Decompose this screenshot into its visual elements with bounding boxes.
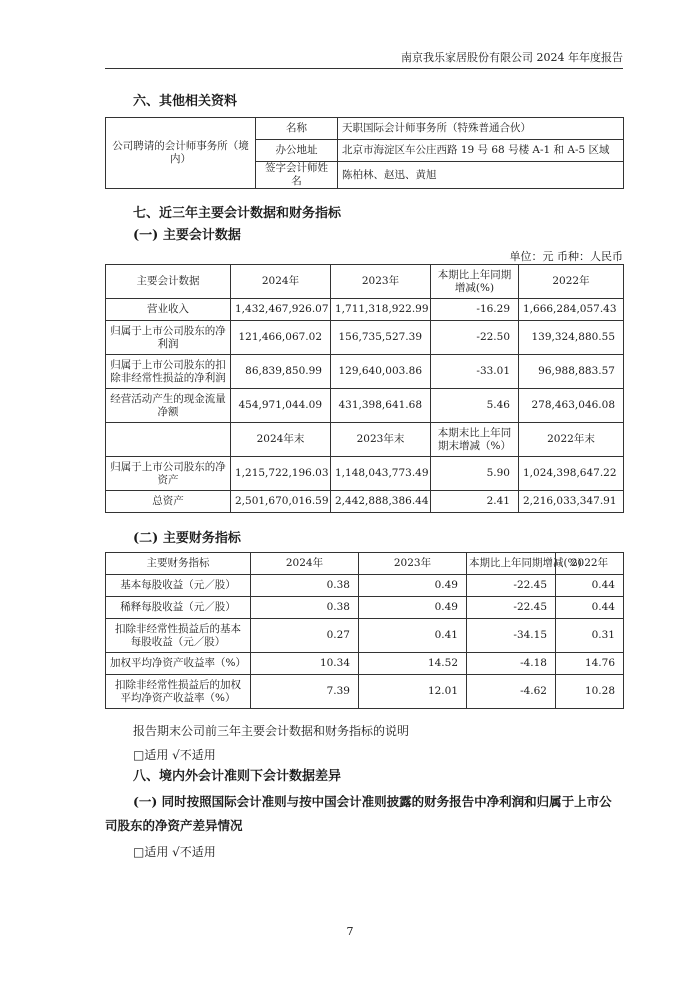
value-cell: 12.01 xyxy=(359,675,467,709)
value-cell: 5.90 xyxy=(431,457,519,491)
table-row xyxy=(106,321,624,355)
value-cell: 129,640,003.86 xyxy=(331,355,431,389)
value-cell: 7.39 xyxy=(251,675,359,709)
value-cell: 86,839,850.99 xyxy=(231,355,331,389)
value-cell: -4.18 xyxy=(467,653,556,675)
page-header: 南京我乐家居股份有限公司 2024 年年度报告 xyxy=(105,50,623,69)
value-cell: 2,216,033,347.91 xyxy=(519,491,624,513)
section-8-paragraph: (一) 同时按照国际会计准则与按中国会计准则披露的财务报告中净利润和归属于上市公司股东的净资产差异情况 xyxy=(105,794,612,833)
auditor-value: 陈柏林、赵迅、黄旭 xyxy=(338,162,624,189)
value-cell: 2,501,670,016.59 xyxy=(231,491,331,513)
value-cell: -22.45 xyxy=(467,575,556,597)
row-label: 营业收入 xyxy=(106,299,231,321)
value-cell: 14.76 xyxy=(556,653,624,675)
accounting-data-table xyxy=(105,264,624,513)
table-row xyxy=(106,491,624,513)
value-cell: 5.46 xyxy=(431,389,519,423)
header-cell: 2023年末 xyxy=(331,423,431,457)
header-cell xyxy=(106,423,231,457)
auditor-key: 办公地址 xyxy=(256,140,338,162)
value-cell: 1,215,722,196.03 xyxy=(231,457,331,491)
value-cell: 14.52 xyxy=(359,653,467,675)
row-label: 归属于上市公司股东的净利润 xyxy=(106,321,231,355)
page-number: 7 xyxy=(346,925,354,938)
table-row xyxy=(106,575,624,597)
header-cell: 2024年 xyxy=(251,553,359,575)
table-row xyxy=(106,675,624,709)
table-row xyxy=(106,619,624,653)
table-row xyxy=(106,355,624,389)
value-cell: 0.31 xyxy=(556,619,624,653)
value-cell: 1,432,467,926.07 xyxy=(231,299,331,321)
table-row xyxy=(106,653,624,675)
auditor-value: 北京市海淀区车公庄西路 19 号 68 号楼 A-1 和 A-5 区域 xyxy=(338,140,624,162)
value-cell: 0.38 xyxy=(251,575,359,597)
value-cell: -22.45 xyxy=(467,597,556,619)
applicability-choice: □适用 √不适用 xyxy=(133,748,216,762)
header-cell: 本期比上年同期增减(%) xyxy=(467,553,556,575)
value-cell: 1,148,043,773.49 xyxy=(331,457,431,491)
value-cell: 156,735,527.39 xyxy=(331,321,431,355)
header-cell: 2022年末 xyxy=(519,423,624,457)
value-cell: 0.44 xyxy=(556,597,624,619)
header-cell: 2022年 xyxy=(556,553,624,575)
value-cell: -4.62 xyxy=(467,675,556,709)
value-cell: 0.38 xyxy=(251,597,359,619)
header-cell: 主要会计数据 xyxy=(106,265,231,299)
header-cell: 2023年 xyxy=(331,265,431,299)
value-cell: 0.41 xyxy=(359,619,467,653)
subsection-1-heading: (一) 主要会计数据 xyxy=(133,228,241,243)
header-cell: 主要财务指标 xyxy=(106,553,251,575)
auditor-row-label: 公司聘请的会计师事务所（境内） xyxy=(106,118,256,189)
value-cell: 10.34 xyxy=(251,653,359,675)
value-cell: 0.27 xyxy=(251,619,359,653)
value-cell: 2,442,888,386.44 xyxy=(331,491,431,513)
value-cell: -16.29 xyxy=(431,299,519,321)
value-cell: 1,666,284,057.43 xyxy=(519,299,624,321)
header-cell: 2024年 xyxy=(231,265,331,299)
value-cell: 454,971,044.09 xyxy=(231,389,331,423)
section-7-heading: 七、近三年主要会计数据和财务指标 xyxy=(133,206,342,221)
value-cell: 0.44 xyxy=(556,575,624,597)
applicability-choice: □适用 √不适用 xyxy=(133,845,216,859)
value-cell: 0.49 xyxy=(359,597,467,619)
row-label: 归属于上市公司股东的净资产 xyxy=(106,457,231,491)
financial-indicators-table xyxy=(105,552,624,709)
value-cell: -22.50 xyxy=(431,321,519,355)
section-6-heading: 六、其他相关资料 xyxy=(133,94,238,109)
auditor-table xyxy=(105,117,624,189)
row-label: 稀释每股收益（元／股） xyxy=(106,597,251,619)
explanation-note: 报告期末公司前三年主要会计数据和财务指标的说明 xyxy=(133,724,410,738)
header-cell: 本期末比上年同期末增减（%） xyxy=(431,423,519,457)
table-row xyxy=(106,457,624,491)
auditor-value: 天职国际会计师事务所（特殊普通合伙） xyxy=(338,118,624,140)
table-row xyxy=(106,389,624,423)
header-cell: 2022年 xyxy=(519,265,624,299)
row-label: 归属于上市公司股东的扣除非经常性损益的净利润 xyxy=(106,355,231,389)
table-row xyxy=(106,597,624,619)
row-label: 经营活动产生的现金流量净额 xyxy=(106,389,231,423)
value-cell: 278,463,046.08 xyxy=(519,389,624,423)
row-label: 扣除非经常性损益后的加权平均净资产收益率（%） xyxy=(106,675,251,709)
table-row xyxy=(106,299,624,321)
section-8-heading: 八、境内外会计准则下会计数据差异 xyxy=(133,769,342,784)
unit-note: 单位：元 币种：人民币 xyxy=(509,250,623,263)
row-label: 加权平均净资产收益率（%） xyxy=(106,653,251,675)
auditor-key: 签字会计师姓名 xyxy=(256,162,338,189)
value-cell: 10.28 xyxy=(556,675,624,709)
header-cell: 2024年末 xyxy=(231,423,331,457)
value-cell: 121,466,067.02 xyxy=(231,321,331,355)
header-cell: 2023年 xyxy=(359,553,467,575)
subsection-2-heading: (二) 主要财务指标 xyxy=(133,531,241,546)
value-cell: 139,324,880.55 xyxy=(519,321,624,355)
value-cell: 2.41 xyxy=(431,491,519,513)
row-label: 基本每股收益（元／股） xyxy=(106,575,251,597)
row-label: 总资产 xyxy=(106,491,231,513)
value-cell: -34.15 xyxy=(467,619,556,653)
value-cell: 431,398,641.68 xyxy=(331,389,431,423)
value-cell: 96,988,883.57 xyxy=(519,355,624,389)
auditor-key: 名称 xyxy=(256,118,338,140)
header-cell: 本期比上年同期增减(%) xyxy=(431,265,519,299)
value-cell: 1,711,318,922.99 xyxy=(331,299,431,321)
row-label: 扣除非经常性损益后的基本每股收益（元／股） xyxy=(106,619,251,653)
value-cell: 1,024,398,647.22 xyxy=(519,457,624,491)
value-cell: 0.49 xyxy=(359,575,467,597)
value-cell: -33.01 xyxy=(431,355,519,389)
